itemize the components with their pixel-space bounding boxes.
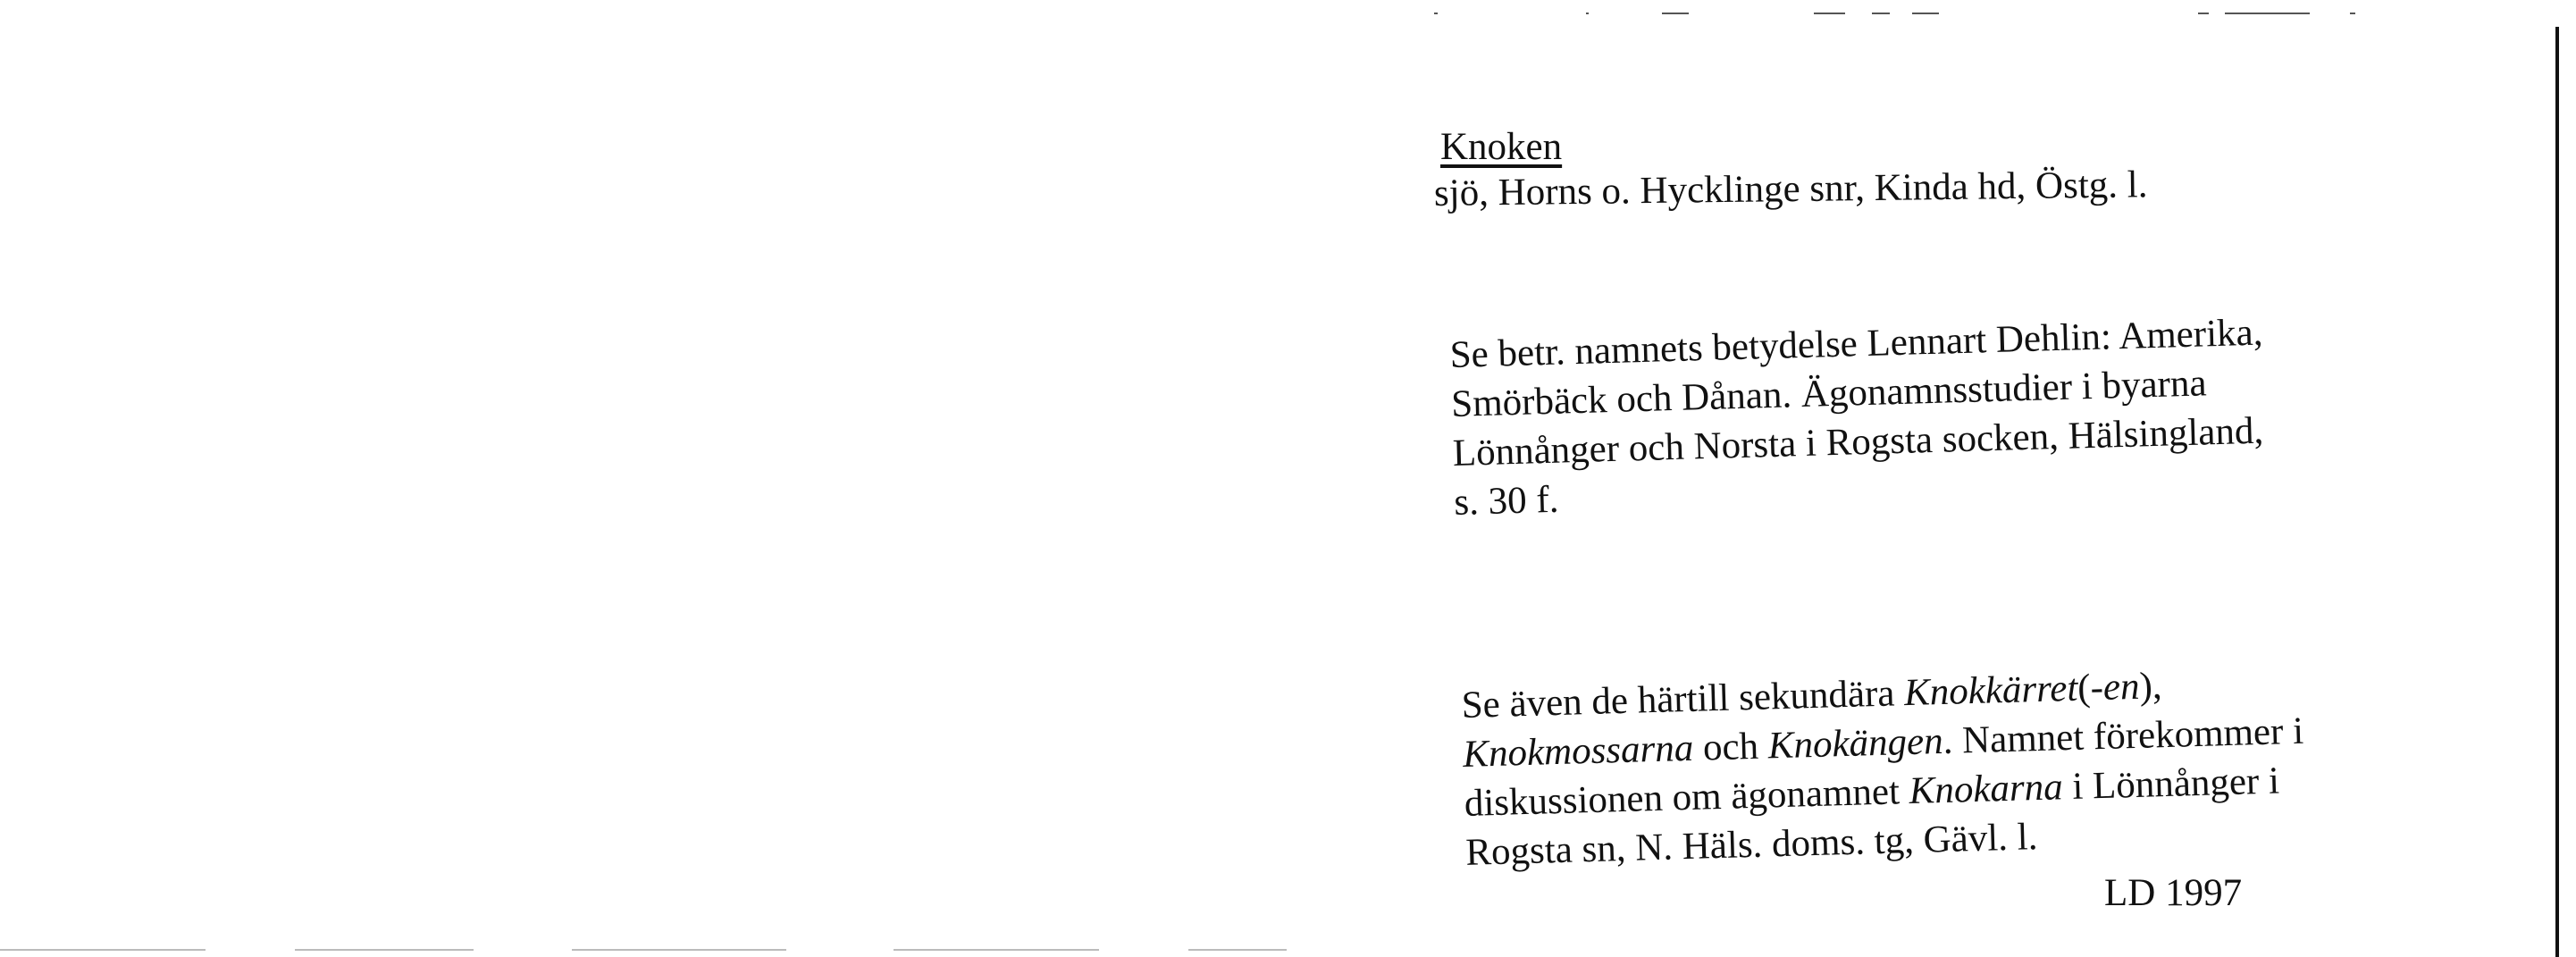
scan-mark [2198,13,2209,14]
scan-mark [1912,13,1939,14]
paragraph-line: diskussionen om ägonamnet Knokarna i Lönnånger i [1464,760,2280,825]
scan-mark [1434,13,1438,14]
paragraph-line: Se även de härtill sekundära Knokkärret(-en), [1461,665,2163,726]
card-edge [2555,27,2559,957]
paragraph-line: Knokmossarna och Knokängen. Namnet förekommer i [1462,709,2304,776]
scan-mark [894,949,1099,951]
paragraph-line: Smörbäck och Dånan. Ägonamnsstudier i byarna [1450,362,2208,425]
scan-mark [572,949,786,951]
see-also-paragraph [1461,658,2307,877]
paragraph-line: Rogsta sn, N. Häls. doms. tg, Gävl. l. [1464,816,2039,874]
scan-mark [295,949,474,951]
author-signature: LD 1997 [2104,872,2243,914]
scan-mark [1188,949,1287,951]
scan-mark [1662,13,1689,14]
paragraph-line: s. 30 f. [1453,478,1560,524]
paragraph-line: Lönnånger och Norsta i Rogsta socken, Hälsingland, [1452,409,2264,474]
entry-heading: Knoken [1440,126,1563,168]
scan-mark [1872,13,1890,14]
scan-mark [1586,13,1589,14]
entry-location: sjö, Horns o. Hycklinge snr, Kinda hd, Östg. l. [1433,164,2148,214]
scan-mark [1814,13,1845,14]
scan-mark [2350,13,2355,14]
scan-mark [2225,13,2310,14]
paragraph-line: Se betr. namnets betydelse Lennart Dehlin: Amerika, [1449,311,2263,376]
meaning-reference-paragraph [1449,308,2268,527]
scan-mark [0,949,206,951]
